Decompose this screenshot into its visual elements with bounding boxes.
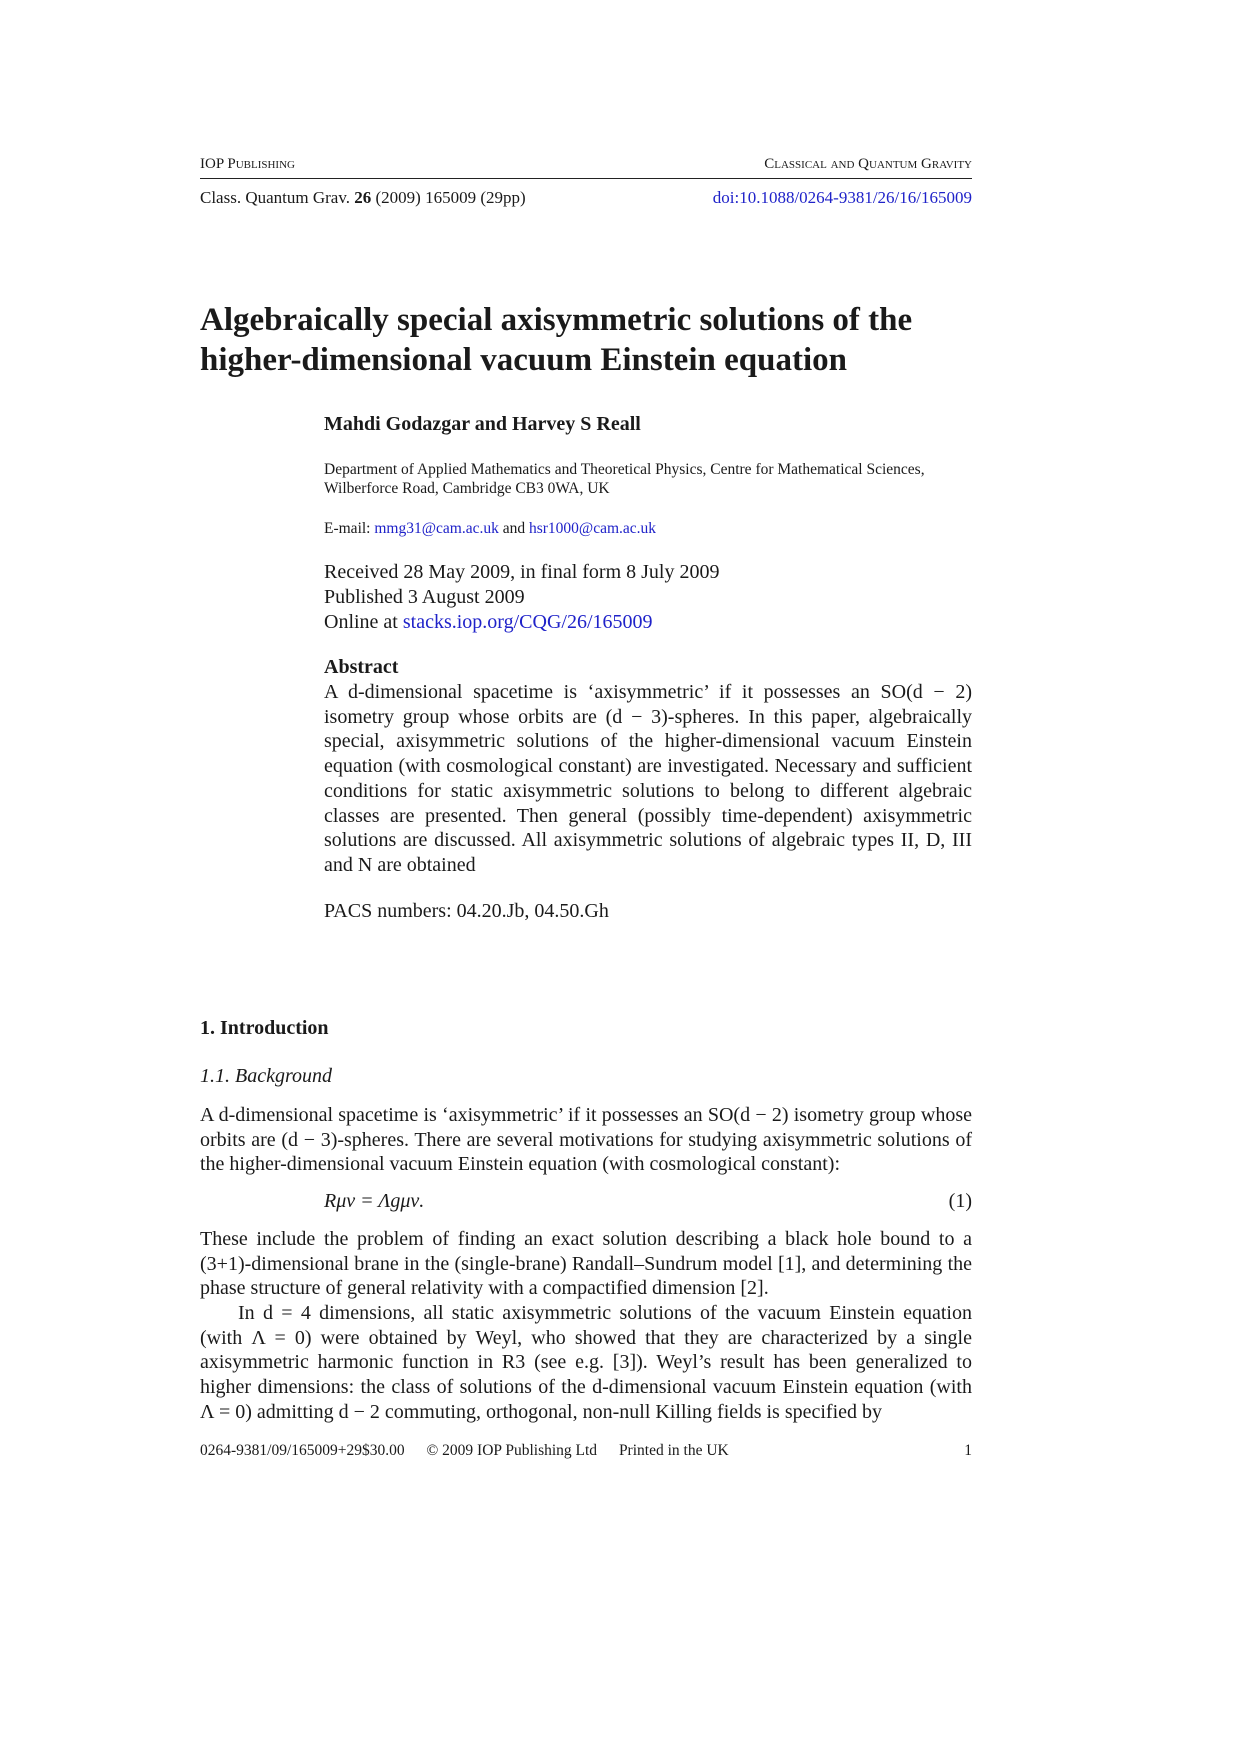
online-line <box>324 610 720 635</box>
subsection-title: 1.1. Background <box>200 1065 333 1087</box>
affiliation-line-1: Department of Applied Mathematics and Theoretical Physics, Centre for Mathematical Sciences, <box>324 461 925 478</box>
online-label: Online at <box>324 611 398 633</box>
abstract-text: A d-dimensional spacetime is ‘axisymmetric’ if it possesses an SO(d − 2) isometry group whose orbits are (d − 3)-spheres. In this paper, algebraically special, axisymmetric solutions of the higher-dimensional vacuum Einstein equation (with cosmological constant) are investigated. Necessary and sufficient conditions for static axisymmetric solutions to belong to different algebraic classes are presented. Then general (possibly time-dependent) axisymmetric solutions are discussed. All axisymmetric solutions of algebraic types II, D, III and N are obtained <box>324 681 972 876</box>
equation-number: (1) <box>948 1190 972 1212</box>
title-line-1: Algebraically special axisymmetric solutions of the <box>200 302 913 338</box>
publisher-name: IOP Publishing <box>200 156 295 172</box>
email-link-1[interactable]: mmg31@cam.ac.uk <box>374 520 499 537</box>
citation-journal: Class. Quantum Grav. <box>200 188 350 207</box>
title-line-2: higher-dimensional vacuum Einstein equation <box>200 342 847 378</box>
authors: Mahdi Godazgar and Harvey S Reall <box>324 413 641 435</box>
equation-1: Rμν = Λgμν. <box>324 1190 425 1212</box>
email-link-2[interactable]: hsr1000@cam.ac.uk <box>528 520 657 537</box>
online-link[interactable]: stacks.iop.org/CQG/26/165009 <box>402 611 653 633</box>
publication-dates <box>324 560 720 635</box>
citation-details: (2009) 165009 (29pp) <box>375 188 526 207</box>
footer-issn: 0264-9381/09/165009+29$30.00 <box>200 1442 405 1459</box>
citation <box>200 188 526 208</box>
published-date: Published 3 August 2009 <box>324 586 525 608</box>
citation-volume: 26 <box>354 188 372 207</box>
section-title: 1. Introduction <box>200 1017 329 1039</box>
email-label: E-mail: <box>324 520 371 537</box>
paragraph-3: In d = 4 dimensions, all static axisymmetric solutions of the vacuum Einstein equation (with Λ = 0) were obtained by Weyl, who showed that they are characterized by a single axisymmetric harmonic function in R3 (see e.g. [3]). Weyl’s result has been generalized to higher dimensions: the class of solutions of the d-dimensional vacuum Einstein equation (with Λ = 0) admitting d − 2 commuting, orthogonal, non-null Killing fields is specified by <box>200 1302 972 1423</box>
header-divider <box>200 178 972 179</box>
received-date: Received 28 May 2009, in final form 8 July 2009 <box>324 561 720 583</box>
affiliation-line-2: Wilberforce Road, Cambridge CB3 0WA, UK <box>324 480 610 497</box>
email-joiner: and <box>502 520 526 537</box>
footer-printed: Printed in the UK <box>618 1442 729 1459</box>
affiliation <box>324 460 974 498</box>
paper-title <box>200 300 980 380</box>
footer-info <box>200 1442 747 1460</box>
footer-copyright: © 2009 IOP Publishing Ltd <box>426 1442 598 1459</box>
journal-name: Classical and Quantum Gravity <box>764 156 972 172</box>
doi-link[interactable]: doi:10.1088/0264-9381/26/16/165009 <box>712 188 972 207</box>
paragraph-1: A d-dimensional spacetime is ‘axisymmetric’ if it possesses an SO(d − 2) isometry group whose orbits are (d − 3)-spheres. There are several motivations for studying axisymmetric solutions of the higher-dimensional vacuum Einstein equation (with cosmological constant): <box>200 1104 972 1176</box>
abstract-heading: Abstract <box>324 656 399 678</box>
pacs-numbers: PACS numbers: 04.20.Jb, 04.50.Gh <box>324 900 609 922</box>
email-line <box>324 520 656 538</box>
page-number: 1 <box>964 1442 972 1459</box>
paragraph-2: These include the problem of finding an exact solution describing a black hole bound to a (3+1)-dimensional brane in the (single-brane) Randall–Sundrum model [1], and determining the phase structure of general relativity with a compactified dimension [2]. <box>200 1228 972 1300</box>
